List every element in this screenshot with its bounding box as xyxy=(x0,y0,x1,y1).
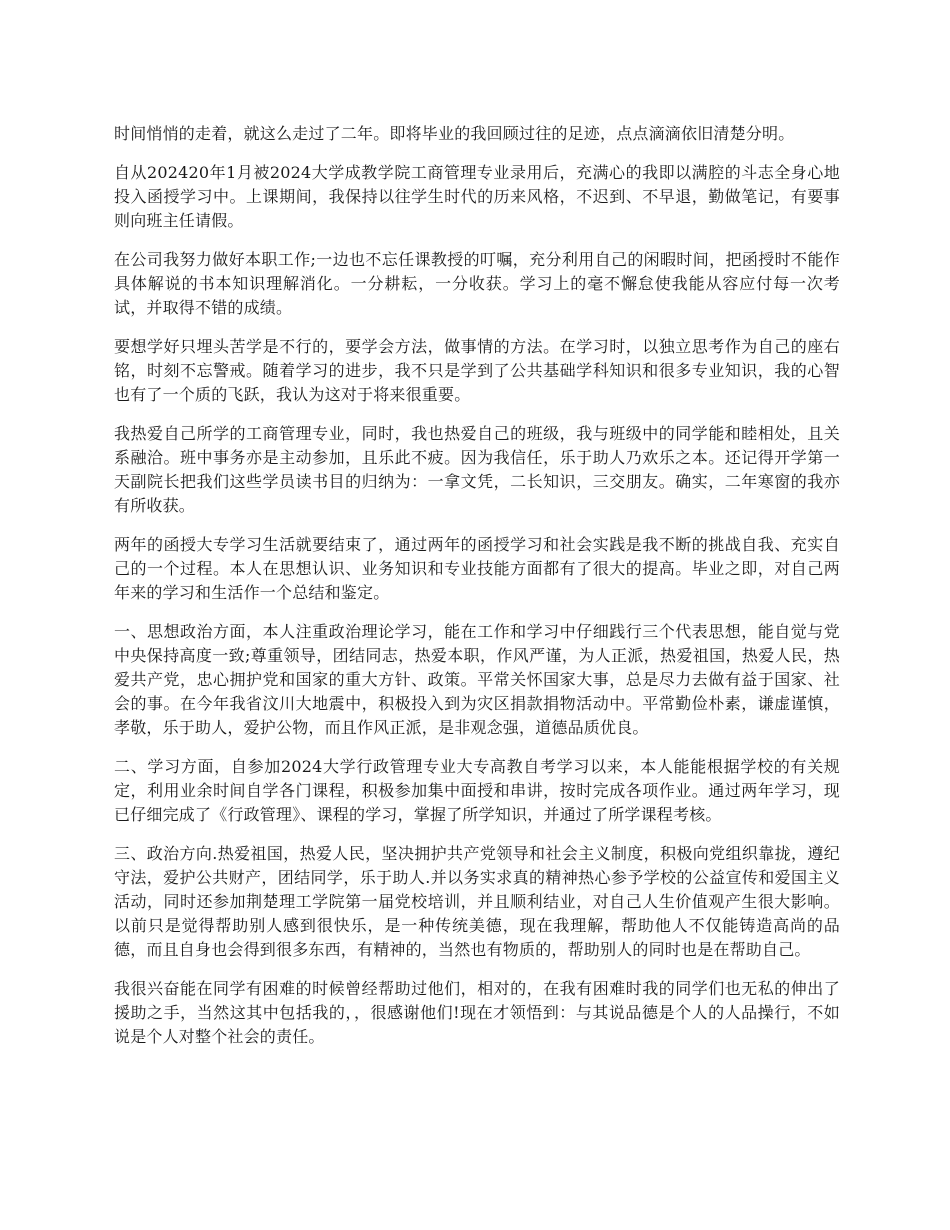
paragraph-political-thought: 一、思想政治方面，本人注重政治理论学习，能在工作和学习中仔细践行三个代表思想，能自觉与党中央保持高度一致;尊重领导，团结同志，热爱本职，作风严谨，为人正派，热爱祖国，热爱人民，热爱共产党，忠心拥护党和国家的重大方针、政策。平常关怀国家大事，总是尽力去做有益于国家、社会的事。在今年我省汶川大地震中，积极投入到为灾区捐款捐物活动中。平常勤俭朴素，谦虚谨慎，孝敬，乐于助人，爱护公物，而且作风正派，是非观念强，道德品质优良。 xyxy=(114,622,840,737)
paragraph-class-life: 我热爱自己所学的工商管理专业，同时，我也热爱自己的班级，我与班级中的同学能和睦相处，且关系融洽。班中事务亦是主动参加，且乐此不疲。因为我信任，乐于助人乃欢乐之本。还记得开学第一天副院长把我们这些学员读书目的归纳为：一拿文凭，二长知识，三交朋友。确实，二年寒窗的我亦有所收获。 xyxy=(114,424,840,515)
paragraph-intro: 时间悄悄的走着，就这么走过了二年。即将毕业的我回顾过往的足迹，点点滴滴依旧清楚分明。 xyxy=(114,124,795,143)
document-body xyxy=(114,122,840,1064)
paragraph-summary: 两年的函授大专学习生活就要结束了，通过两年的函授学习和社会实践是我不断的挑战自我、充实自己的一个过程。本人在思想认识、业务知识和专业技能方面都有了很大的提高。毕业之即，对自己两年来的学习和生活作一个总结和鉴定。 xyxy=(114,535,840,602)
paragraph-work-study: 在公司我努力做好本职工作;一边也不忘任课教授的叮嘱，充分利用自己的闲暇时间，把函授时不能作具体解说的书本知识理解消化。一分耕耘，一分收获。学习上的毫不懈怠使我能从容应付每一次考试，并取得不错的成绩。 xyxy=(114,250,840,317)
paragraph-study-method: 要想学好只埋头苦学是不行的，要学会方法，做事情的方法。在学习时，以独立思考作为自己的座右铭，时刻不忘警戒。随着学习的进步，我不只是学到了公共基础学科知识和很多专业知识，我的心智也有了一个质的飞跃，我认为这对于将来很重要。 xyxy=(114,337,840,404)
paragraph-enrollment: 自从202420年1月被2024大学成教学院工商管理专业录用后，充满心的我即以满腔的斗志全身心地投入函授学习中。上课期间，我保持以往学生时代的历来风格，不迟到、不早退，勤做笔记，有要事则向班主任请假。 xyxy=(114,163,840,230)
paragraph-study-aspect: 二、学习方面，自参加2024大学行政管理专业大专高教自考学习以来，本人能能根据学校的有关规定，利用业余时间自学各门课程，积极参加集中面授和串讲，按时完成各项作业。通过两年学习，现已仔细完成了《行政管理》、课程的学习，掌握了所学知识，并通过了所学课程考核。 xyxy=(114,757,840,824)
paragraph-conclusion: 我很兴奋能在同学有困难的时候曾经帮助过他们，相对的，在我有困难时我的同学们也无私的伸出了援助之手，当然这其中包括我的，，很感谢他们!现在才领悟到：与其说品德是个人的人品操行，不如说是个人对整个社会的责任。 xyxy=(114,979,840,1046)
paragraph-political-direction: 三、政治方向.热爱祖国，热爱人民，坚决拥护共产党领导和社会主义制度，积极向党组织靠拢，遵纪守法，爱护公共财产，团结同学，乐于助人.并以务实求真的精神热心参予学校的公益宣传和爱国主义活动，同时还参加荆楚理工学院第一届党校培训，并且顺利结业，对自己人生价值观产生很大影响。以前只是觉得帮助别人感到很快乐，是一种传统美德，现在我理解，帮助他人不仅能铸造高尚的品德，而且自身也会得到很多东西，有精神的，当然也有物质的，帮助别人的同时也是在帮助自己。 xyxy=(114,844,840,959)
